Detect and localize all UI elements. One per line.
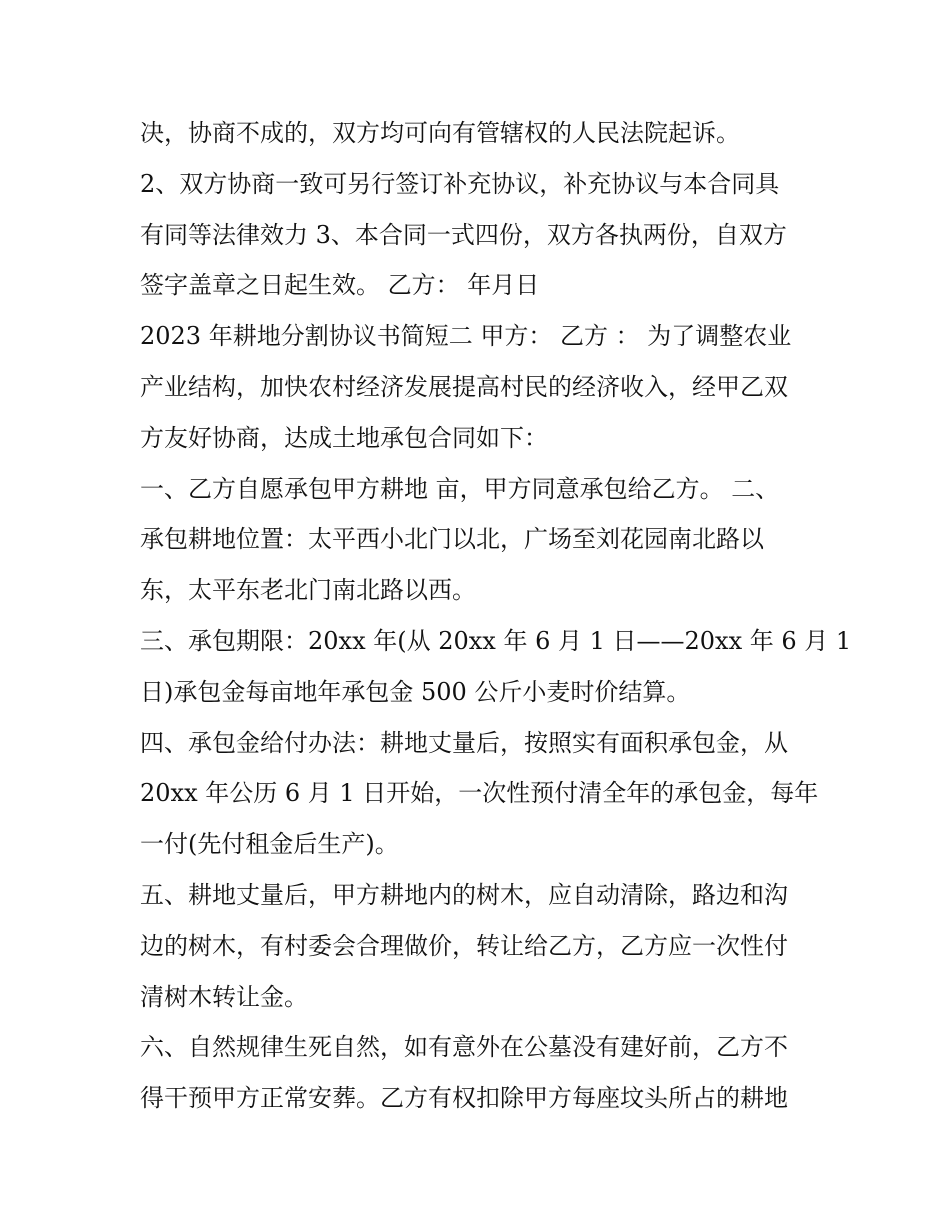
text-line: 方友好协商，达成土地承包合同如下： bbox=[140, 423, 548, 452]
text-line: 2、双方协商一致可另行签订补充协议，补充协议与本合同具 bbox=[140, 169, 780, 198]
text-line: 五、耕地丈量后，甲方耕地内的树木，应自动清除，路边和沟 bbox=[140, 880, 788, 909]
text-line: 20xx 年公历 6 月 1 日开始，一次性预付清全年的承包金，每年 bbox=[140, 779, 819, 808]
text-line: 承包耕地位置：太平西小北门以北，广场至刘花园南北路以 bbox=[140, 525, 764, 554]
text-line: 一、乙方自愿承包甲方耕地 亩，甲方同意承包给乙方。 二、 bbox=[140, 474, 780, 503]
text-line: 日)承包金每亩地年承包金 500 公斤小麦时价结算。 bbox=[140, 677, 691, 706]
text-line: 清树木转让金。 bbox=[140, 982, 308, 1011]
text-line: 六、自然规律生死自然，如有意外在公墓没有建好前，乙方不 bbox=[140, 1033, 788, 1062]
text-line: 有同等法律效力 3、本合同一式四份，双方各执两份，自双方 bbox=[140, 220, 787, 249]
text-line: 边的树木，有村委会合理做价，转让给乙方，乙方应一次性付 bbox=[140, 931, 788, 960]
text-line: 签字盖章之日起生效。 乙方： 年月日 bbox=[140, 271, 540, 300]
text-line: 四、承包金给付办法：耕地丈量后，按照实有面积承包金，从 bbox=[140, 728, 788, 757]
document-body bbox=[140, 108, 852, 1124]
text-line: 2023 年耕地分割协议书简短二 甲方： 乙方 ： 为了调整农业 bbox=[140, 322, 792, 351]
text-line: 三、承包期限：20xx 年(从 20xx 年 6 月 1 日——20xx 年 6 月 1 bbox=[140, 626, 852, 655]
text-line: 产业结构，加快农村经济发展提高村民的经济收入，经甲乙双 bbox=[140, 372, 788, 401]
text-line: 东，太平东老北门南北路以西。 bbox=[140, 576, 476, 605]
text-line: 得干预甲方正常安葬。乙方有权扣除甲方每座坟头所占的耕地 bbox=[140, 1084, 788, 1113]
text-line: 一付(先付租金后生产)。 bbox=[140, 830, 399, 859]
text-line: 决，协商不成的，双方均可向有管辖权的人民法院起诉。 bbox=[140, 119, 740, 147]
